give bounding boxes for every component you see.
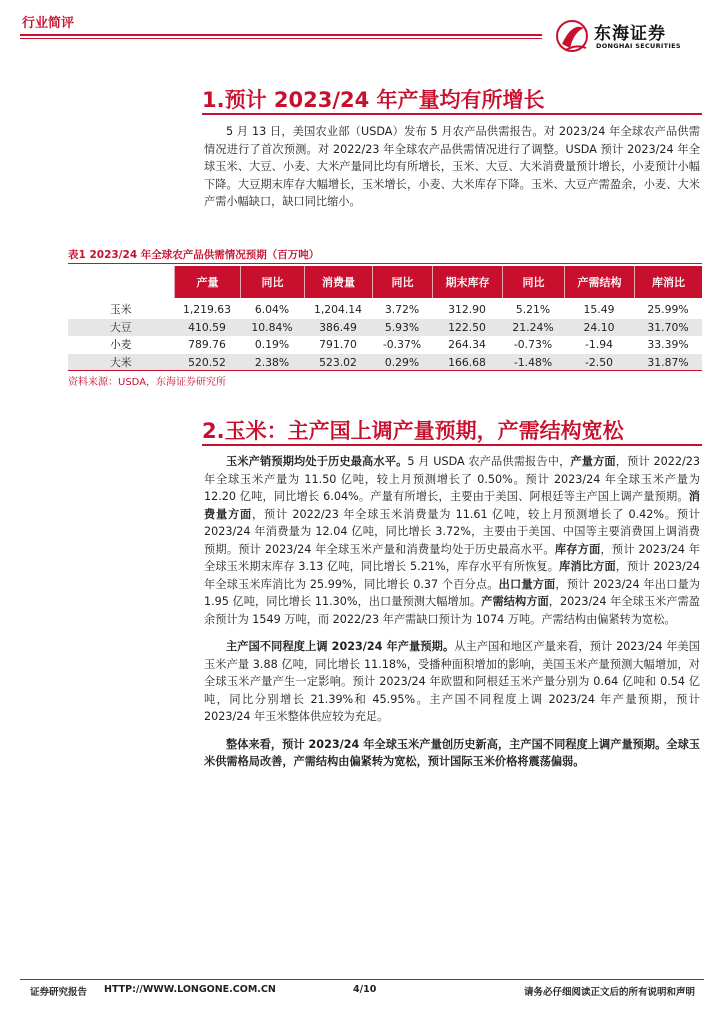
table-cell: 小麦 xyxy=(110,338,132,352)
table-title: 表1 2023/24 年全球农产品供需情况预期（百万吨） xyxy=(68,249,320,261)
table-header-cell xyxy=(68,266,174,298)
section-1-text: 5 月 13 日，美国农业部（USDA）发布 5 月农产品供需报告。对 2023/24 年全球农产品供需情况进行了首次预测。对 2022/23 年全球农产品供需情况进行了调整。USDA 预计 2023/24 年全球玉米、大豆、小麦、大米产量同比均有所增长，玉米、大豆、大米消费量预计增长，小麦预计小幅下降。大豆期末库存大幅增长，玉米增长，小麦、大米库存下降。玉米、大豆产需盈余，小麦、大米产需小幅缺口，缺口同比缩小。 xyxy=(204,125,700,208)
logo-name-cn: 东海证券 xyxy=(594,24,666,44)
table-cell: 791.70 xyxy=(319,338,357,352)
table-cell: 410.59 xyxy=(188,320,226,334)
conclusion-paragraph xyxy=(204,736,700,771)
table-cell: 386.49 xyxy=(319,320,357,334)
section-2-title: 2.玉米：主产国上调产量预期，产需结构宽松 xyxy=(202,419,624,443)
header-divider-thin xyxy=(20,38,542,39)
table-header-cell: 产需结构 xyxy=(564,266,634,298)
paragraph-text: ，预计 2023/24 年全球玉米期末库存 3.13 亿吨，同比增长 5.21%，库存水平有所恢复。 xyxy=(204,542,700,573)
table-header-cell: 产量 xyxy=(174,266,240,298)
paragraph-text: 从主产国和地区产量来看，预计 2023/24 年美国玉米产量 3.88 亿吨，同比增长 11.18%，受播种面积增加的影响，美国玉米产量预测大幅增加，对全球玉米产量产生一定影响。预计 2023/24 年欧盟和阿根廷玉米产量分别为 0.64 亿吨和 0.54 亿吨，同比分别增长 21.39%和 45.95%。主产国不同程度上调 2023/24 年产量预期，预计 2023/24 年玉米整体供应较为充足。 xyxy=(204,640,700,723)
table-cell: 15.49 xyxy=(583,303,615,317)
paragraph-keyword: 库存方面 xyxy=(554,542,601,556)
footer-disclaimer: 请务必仔细阅读正文后的所有说明和声明 xyxy=(524,987,696,998)
footer-website-link[interactable]: HTTP://WWW.LONGONE.COM.CN xyxy=(104,984,276,995)
table-cell: 122.50 xyxy=(448,320,486,334)
table-cell: -1.94 xyxy=(585,338,613,352)
table-cell: 10.84% xyxy=(251,320,293,334)
table-cell: 3.72% xyxy=(384,303,420,317)
section-1-title: 1.预计 2023/24 年产量均有所增长 xyxy=(202,88,545,112)
paragraph-text: ，2023/24 年全球玉米产需盈余预计为 1549 万吨，而 2022/23 年产需缺口预计为 1074 万吨。产需结构由偏紧转为宽松。 xyxy=(204,595,700,626)
footer-divider xyxy=(20,979,704,980)
table-cell: 31.70% xyxy=(647,320,689,334)
table-row xyxy=(68,336,702,354)
table-cell: 大米 xyxy=(110,355,132,369)
table-cell: 264.34 xyxy=(448,338,486,352)
paragraph-text: 5 月 USDA 农产品供需报告中， xyxy=(407,455,571,468)
paragraph-keyword: 库消比方面 xyxy=(559,560,616,573)
table-cell: 21.24% xyxy=(512,320,554,334)
table-cell: 24.10 xyxy=(583,320,615,334)
supply-demand-table xyxy=(68,266,702,371)
table-cell: 1,219.63 xyxy=(182,303,232,317)
paragraph-text: ，预计 2023/24 年全球玉米库消比为 25.99%，同比增长 0.37 个百分点。 xyxy=(204,560,700,591)
table-cell: 523.02 xyxy=(319,355,357,369)
table-header-cell: 同比 xyxy=(502,266,564,298)
table-cell: 520.52 xyxy=(188,355,226,369)
paragraph-text: 预计 2023/24 年全球玉米产量创历史新高，主产国不同程度上调产量预期。全球玉米供需格局改善，产需结构由偏紧转为宽松，预计国际玉米价格将震荡偏弱。 xyxy=(204,737,700,768)
paragraph-keyword: 消费量方面 xyxy=(204,490,700,521)
section-1-paragraph xyxy=(204,123,700,211)
table-cell: 0.29% xyxy=(384,355,420,369)
table-cell: 0.19% xyxy=(254,338,290,352)
table-cell: -0.37% xyxy=(382,338,422,352)
corn-outlook-paragraph xyxy=(204,453,700,628)
table-cell: 6.04% xyxy=(254,303,290,317)
table-cell: 31.87% xyxy=(647,355,689,369)
table-cell: 玉米 xyxy=(110,303,132,317)
table-header-cell: 库消比 xyxy=(634,266,702,298)
paragraph-text: ，预计 2022/23 年全球玉米产量为 11.50 亿吨，较上月预测增长了 0.50%。预计 2023/24 年全球玉米产量为 12.20 亿吨，同比增长 6.04%。产量有所增长，主要由于美国、阿根廷等主产国上调产量预期。 xyxy=(204,455,700,503)
section-2-underline xyxy=(202,444,702,446)
header-divider xyxy=(20,34,542,36)
table-cell: -2.50 xyxy=(585,355,613,369)
table-cell: 312.90 xyxy=(448,303,486,317)
paragraph-lead: 主产国不同程度上调 2023/24 年产量预期。 xyxy=(226,640,455,653)
table-cell: -1.48% xyxy=(513,355,553,369)
table-cell: 5.21% xyxy=(515,303,551,317)
paragraph-keyword: 出口量方面 xyxy=(498,577,556,591)
section-2-body xyxy=(204,453,700,771)
table-cell: 25.99% xyxy=(647,303,689,317)
table-source: 资料来源：USDA，东海证券研究所 xyxy=(68,377,227,388)
logo-name-en: DONGHAI SECURITIES xyxy=(596,42,681,50)
report-category: 行业简评 xyxy=(22,16,75,31)
paragraph-keyword: 产需结构方面 xyxy=(481,595,549,608)
table-header-cell: 期末库存 xyxy=(432,266,502,298)
table-bottom-rule xyxy=(68,370,702,371)
table-header-row xyxy=(68,266,702,298)
section-1-underline xyxy=(202,113,702,115)
table-cell: 大豆 xyxy=(110,320,132,334)
table-header-cell: 同比 xyxy=(372,266,432,298)
footer-report-type: 证券研究报告 xyxy=(30,987,88,998)
paragraph-lead: 玉米产销预期均处于历史最高水平。 xyxy=(226,455,408,468)
table-cell: -0.73% xyxy=(513,338,553,352)
table-cell: 166.68 xyxy=(448,355,486,369)
table-cell: 1,204.14 xyxy=(313,303,363,317)
producer-forecast-paragraph xyxy=(204,638,700,726)
table-cell: 2.38% xyxy=(254,355,290,369)
table-top-rule xyxy=(68,263,702,264)
table-row xyxy=(68,319,702,337)
table-row xyxy=(68,354,702,372)
table-header-cell: 同比 xyxy=(240,266,304,298)
table-header-cell: 消费量 xyxy=(304,266,372,298)
table-row xyxy=(68,301,702,319)
page-number: 4/10 xyxy=(353,984,377,995)
paragraph-text: ，预计 2022/23 年全球玉米消费量为 11.61 亿吨，较上月预测增长了 0.42%。预计 2023/24 年消费量为 12.04 亿吨，同比增长 3.72%，主要由于美国、中国等主要消费国上调消费预期。预计 2023/24 年全球玉米产量和消费量均处于历史最高水平。 xyxy=(204,507,700,556)
paragraph-text: ，预计 2023/24 年出口量为 1.95 亿吨，同比增长 11.30%，出口量预测大幅增加。 xyxy=(204,577,700,608)
paragraph-lead: 整体来看， xyxy=(226,737,283,751)
table-cell: 5.93% xyxy=(384,320,420,334)
table-cell: 789.76 xyxy=(188,338,226,352)
paragraph-keyword: 产量方面 xyxy=(570,455,616,468)
table-cell: 33.39% xyxy=(647,338,689,352)
